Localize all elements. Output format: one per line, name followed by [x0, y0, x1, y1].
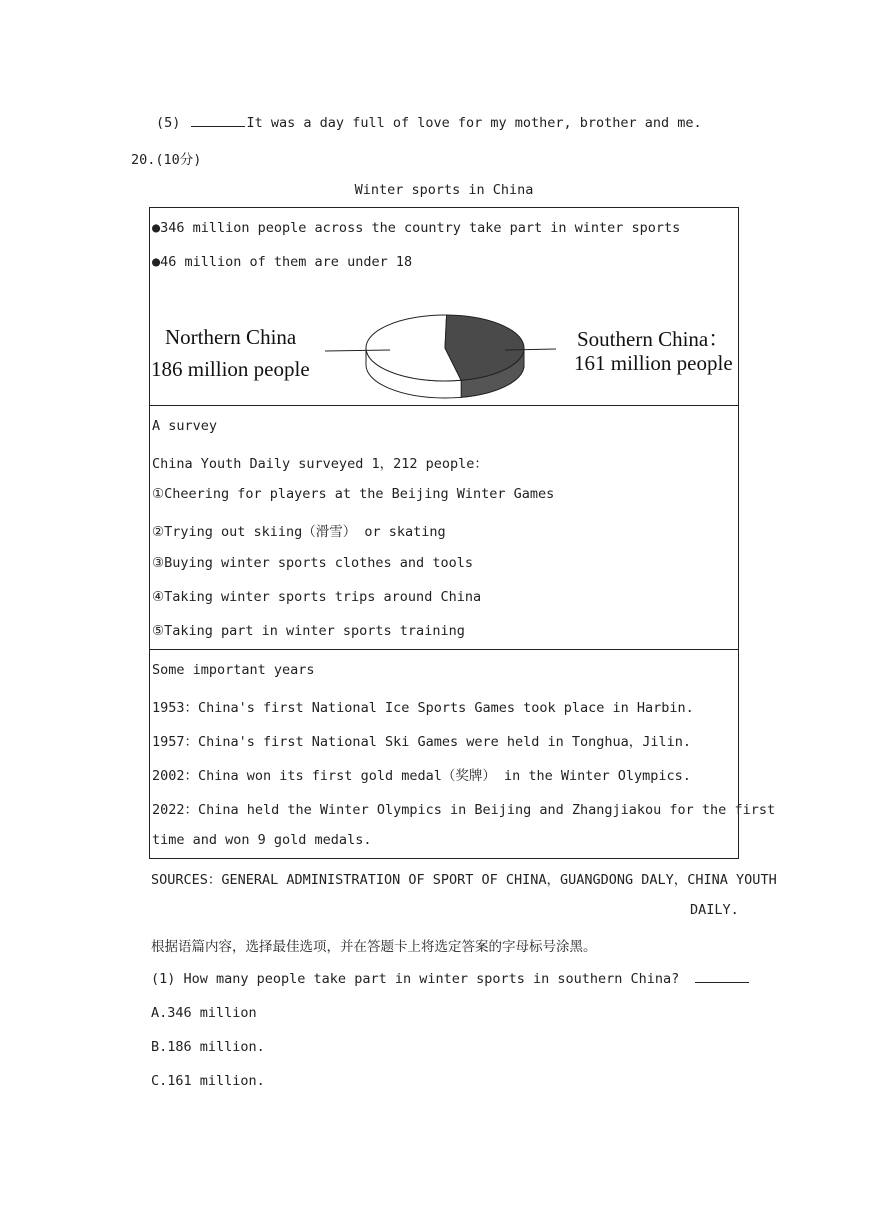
- year-2002: 2002：China won its first gold medal（奖牌） in the Winter Olympics.: [152, 768, 691, 784]
- survey-intro: China Youth Daily surveyed 1，212 people：: [152, 456, 488, 472]
- survey-item-2: ②Trying out skiing（滑雪） or skating: [152, 524, 446, 540]
- q19-item5-text: It was a day full of love for my mother, brother and me.: [246, 115, 702, 131]
- instructions: 根据语篇内容，选择最佳选项，并在答题卡上将选定答案的字母标号涂黑。: [151, 939, 597, 955]
- facts-panel: [149, 207, 739, 406]
- fact-1: ●346 million people across the country take part in winter sports: [152, 220, 681, 236]
- year-1953: 1953：China's first National Ice Sports Games took place in Harbin.: [152, 700, 694, 716]
- option-c[interactable]: C.161 million.: [151, 1073, 265, 1089]
- south-label-line2: 161 million people: [574, 351, 733, 375]
- q20-number: 20.: [131, 152, 156, 168]
- passage-title: Winter sports in China: [354, 182, 534, 198]
- q20-header: [131, 148, 201, 168]
- survey-item-3: ③Buying winter sports clothes and tools: [152, 555, 473, 571]
- q19-item5-number: (5): [156, 115, 181, 131]
- q20-points: (10分): [155, 152, 202, 168]
- survey-panel: [149, 405, 739, 650]
- sources-line2: DAILY.: [690, 902, 739, 918]
- question-1: [151, 970, 751, 987]
- survey-item-4: ④Taking winter sports trips around China: [152, 589, 482, 605]
- question-1-stem: (1) How many people take part in winter sports in southern China?: [151, 971, 680, 987]
- survey-item-1: ①Cheering for players at the Beijing Winter Games: [152, 486, 555, 502]
- year-2022: 2022：China held the Winter Olympics in Beijing and Zhangjiakou for the first: [152, 802, 776, 818]
- year-1957: 1957：China's first National Ski Games were held in Tonghua，Jilin.: [152, 734, 692, 750]
- north-label-line1: Northern China: [165, 325, 297, 349]
- years-panel: [149, 649, 776, 859]
- q19-item5: [156, 114, 702, 131]
- answer-blank[interactable]: [695, 970, 749, 983]
- fact-2: ●46 million of them are under 18: [152, 254, 413, 270]
- sources-line1: SOURCES：GENERAL ADMINISTRATION OF SPORT OF CHINA，GUANGDONG DALY，CHINA YOUTH: [151, 872, 777, 888]
- option-a[interactable]: A.346 million: [151, 1005, 257, 1021]
- north-label-line2: 186 million people: [151, 357, 310, 381]
- option-b[interactable]: B.186 million.: [151, 1039, 265, 1055]
- years-heading: Some important years: [152, 662, 315, 678]
- answer-blank[interactable]: [191, 114, 245, 127]
- survey-heading: A survey: [152, 418, 218, 434]
- south-label-line1: Southern China：: [577, 327, 730, 351]
- year-2022-cont: time and won 9 gold medals.: [152, 832, 372, 848]
- survey-item-5: ⑤Taking part in winter sports training: [152, 623, 465, 639]
